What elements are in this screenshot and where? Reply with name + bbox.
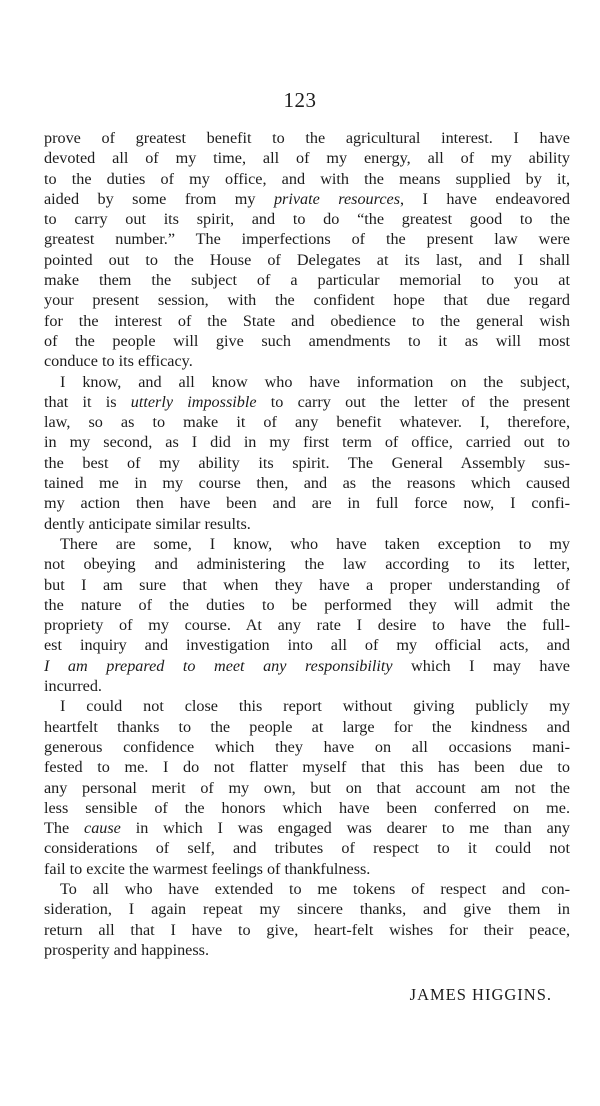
text-segment: devoted all of my time, all of my energy, all of my ability <box>44 149 570 168</box>
italic-text: utterly impossible <box>130 392 257 411</box>
text-line <box>44 372 570 392</box>
text-line <box>44 351 570 371</box>
text-line <box>44 575 570 595</box>
signature: JAMES HIGGINS. <box>409 985 552 1004</box>
text-line <box>44 189 570 209</box>
text-segment: greatest number.” The imperfections of the present law were <box>44 230 570 249</box>
text-line <box>44 859 570 879</box>
text-line <box>44 209 570 229</box>
text-segment: in my second, as I did in my first term of office, carried out to <box>44 433 570 452</box>
paragraph <box>44 696 570 879</box>
text-segment: law, so as to make it of any benefit whatever. I, therefore, <box>44 413 570 432</box>
text-line <box>44 635 570 655</box>
text-segment: any personal merit of my own, but on that account am not the <box>44 778 570 797</box>
text-segment: incurred. <box>44 677 102 696</box>
body-text <box>44 128 570 960</box>
text-segment: prove of greatest benefit to the agricultural interest. I have <box>44 129 570 147</box>
text-segment: fail to excite the warmest feelings of thankfulness. <box>44 859 371 878</box>
text-segment: prosperity and happiness. <box>44 940 209 959</box>
text-segment: to carry out its spirit, and to do “the greatest good to the <box>44 210 570 229</box>
text-line <box>44 717 570 737</box>
text-segment: your present session, with the confident hope that due regard <box>44 291 570 310</box>
italic-text: cause <box>84 819 121 838</box>
text-line <box>44 656 570 676</box>
text-segment: generous confidence which they have on all occasions mani- <box>44 737 570 756</box>
text-segment: for the interest of the State and obedience to the general wish <box>44 311 570 330</box>
text-segment: est inquiry and investigation into all of my official acts, and <box>44 636 570 655</box>
italic-text: I am prepared to meet any responsibility <box>44 656 393 675</box>
text-line <box>44 534 570 554</box>
text-line <box>44 615 570 635</box>
text-line <box>44 676 570 696</box>
text-line <box>44 696 570 716</box>
paragraph <box>44 879 570 960</box>
text-line <box>44 128 570 148</box>
text-segment: dently anticipate similar results. <box>44 514 251 533</box>
text-segment: aided by some from my <box>44 189 274 208</box>
text-line <box>44 270 570 290</box>
text-line <box>44 595 570 615</box>
page-number: 123 <box>283 88 317 112</box>
text-segment: , I have endeavored <box>400 189 571 208</box>
text-line <box>44 148 570 168</box>
text-line <box>44 920 570 940</box>
text-line <box>44 818 570 838</box>
paragraph <box>44 534 570 696</box>
text-segment: less sensible of the honors which have been conferred on me. <box>44 798 570 817</box>
text-segment: the nature of the duties to be performed they will admit the <box>44 595 570 614</box>
text-segment: which I may have <box>392 656 570 675</box>
text-segment: in which I was engaged was dearer to me than any <box>120 819 570 838</box>
text-line <box>44 757 570 777</box>
italic-text: private resources <box>273 189 400 208</box>
text-line <box>44 331 570 351</box>
text-line <box>44 453 570 473</box>
text-line <box>44 392 570 412</box>
text-segment: I could not close this report without giving publicly my <box>60 697 570 716</box>
text-segment: The <box>44 819 85 838</box>
text-segment: not obeying and administering the law according to its letter, <box>44 555 570 574</box>
text-line <box>44 169 570 189</box>
text-segment: pointed out to the House of Delegates at its last, and I shall <box>44 250 570 269</box>
text-segment: heartfelt thanks to the people at large for the kindness and <box>44 717 570 736</box>
text-line <box>44 311 570 331</box>
text-line <box>44 798 570 818</box>
text-segment: fested to me. I do not flatter myself that this has been due to <box>44 758 570 777</box>
text-line <box>44 412 570 432</box>
text-segment: I know, and all know who have information on the subject, <box>60 372 570 391</box>
text-line <box>44 879 570 899</box>
text-line <box>44 493 570 513</box>
text-segment: To all who have extended to me tokens of respect and con- <box>60 879 570 898</box>
text-segment: my action then have been and are in full force now, I confi- <box>44 494 570 513</box>
text-segment: tained me in my course then, and as the reasons which caused <box>44 474 570 493</box>
text-line <box>44 229 570 249</box>
text-line <box>44 514 570 534</box>
text-segment: considerations of self, and tributes of respect to it could not <box>44 839 570 858</box>
text-line <box>44 473 570 493</box>
text-line <box>44 432 570 452</box>
text-segment: There are some, I know, who have taken exception to my <box>60 534 570 553</box>
paragraph <box>44 372 570 534</box>
text-segment: to the duties of my office, and with the means supplied by it, <box>44 169 570 188</box>
text-segment: the best of my ability its spirit. The General Assembly sus- <box>44 453 570 472</box>
text-segment: of the people will give such amendments to it as will most <box>44 331 570 350</box>
text-segment: that it is <box>44 392 131 411</box>
text-segment: make them the subject of a particular memorial to you at <box>44 271 570 290</box>
text-segment: conduce to its efficacy. <box>44 352 193 371</box>
text-segment: propriety of my course. At any rate I desire to have the full- <box>44 616 570 635</box>
text-line <box>44 778 570 798</box>
text-segment: return all that I have to give, heart-felt wishes for their peace, <box>44 920 570 939</box>
text-segment: but I am sure that when they have a proper understanding of <box>44 575 570 594</box>
text-line <box>44 838 570 858</box>
text-line <box>44 290 570 310</box>
text-line <box>44 554 570 574</box>
paragraph <box>44 128 570 372</box>
text-line <box>44 737 570 757</box>
text-line <box>44 940 570 960</box>
text-segment: to carry out the letter of the present <box>256 392 570 411</box>
text-segment: sideration, I again repeat my sincere thanks, and give them in <box>44 900 570 919</box>
text-line <box>44 250 570 270</box>
text-line <box>44 899 570 919</box>
